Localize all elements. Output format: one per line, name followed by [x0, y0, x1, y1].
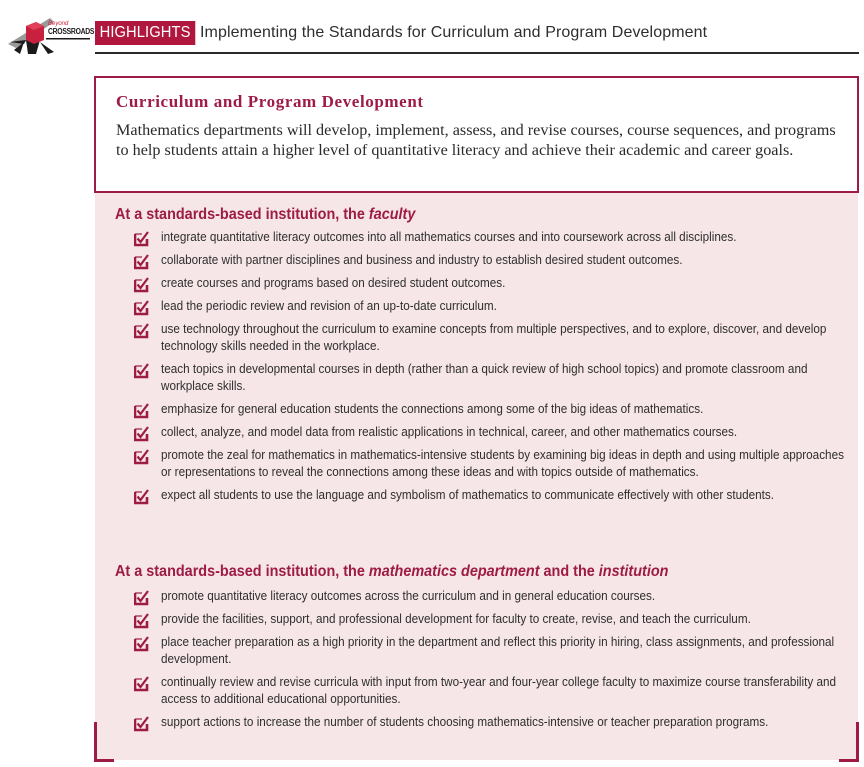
checked-box-icon	[134, 362, 151, 379]
checked-box-icon	[134, 253, 151, 270]
section-heading-faculty	[115, 205, 415, 225]
list-item	[134, 401, 844, 418]
checked-box-icon	[134, 675, 151, 692]
department-list	[134, 588, 844, 731]
checked-box-icon	[134, 635, 151, 652]
intro-text: Mathematics departments will develop, implement, assess, and revise courses, course sequences, and programs to help students attain a higher level of quantitative literacy and achieve their academic and career goals.	[116, 121, 836, 159]
list-item	[134, 487, 844, 504]
list-item	[134, 298, 844, 315]
list-item-text: emphasize for general education students the connections among some of the big ideas of mathematics.	[161, 402, 704, 416]
checked-box-icon	[134, 715, 151, 732]
checked-box-icon	[134, 589, 151, 606]
checked-box-icon	[134, 612, 151, 629]
list-item	[134, 674, 844, 708]
list-item	[134, 634, 844, 668]
corner-bracket-left	[94, 722, 114, 762]
list-item-text: teach topics in developmental courses in depth (rather than a quick review of high school topics) and promote classroom and workplace skills.	[161, 362, 808, 393]
checked-box-icon	[134, 402, 151, 419]
intro-box	[94, 76, 859, 193]
list-item-text: continually review and revise curricula with input from two-year and four-year college faculty to maximize course transferability and access to additional educational opportunities.	[161, 675, 837, 706]
list-item-text: expect all students to use the language and symbolism of mathematics to communicate effectively with other students.	[161, 488, 775, 502]
heading-mid: and the	[539, 563, 599, 580]
checked-box-icon	[134, 425, 151, 442]
checked-box-icon	[134, 488, 151, 505]
heading-emphasis: mathematics department	[368, 563, 540, 580]
logo-small-text: Beyond	[48, 21, 69, 27]
header-divider	[95, 52, 859, 54]
list-item-text: use technology throughout the curriculum to examine concepts from multiple perspectives, and to explore, discover, and develop technology skills needed in the workplace.	[161, 322, 827, 353]
list-item-text: promote the zeal for mathematics in mathematics-intensive students by examining big ideas in depth and using multiple approaches or representations to reveal the connections among these ideas and with topics outside of mathematics.	[161, 448, 844, 479]
checked-box-icon	[134, 276, 151, 293]
checked-box-icon	[134, 448, 151, 465]
page-title: Implementing the Standards for Curriculum and Program Development	[200, 24, 708, 41]
highlights-badge: HIGHLIGHTS	[95, 21, 195, 45]
list-item	[134, 275, 844, 292]
list-item	[134, 321, 844, 355]
list-item	[134, 714, 844, 731]
list-item-text: promote quantitative literacy outcomes across the curriculum and in general education courses.	[161, 589, 656, 603]
crossroads-logo-icon	[6, 14, 95, 56]
list-item-text: provide the facilities, support, and professional development for faculty to create, revise, and teach the curriculum.	[161, 612, 751, 626]
list-item-text: collect, analyze, and model data from realistic applications in technical, career, and other mathematics courses.	[161, 425, 738, 439]
list-item-text: lead the periodic review and revision of an up-to-date curriculum.	[161, 299, 497, 313]
section-heading-department	[115, 562, 668, 582]
list-item	[134, 252, 844, 269]
list-item-text: place teacher preparation as a high priority in the department and reflect this priority in hiring, class assignments, and professional development.	[161, 635, 835, 666]
list-item-text: create courses and programs based on desired student outcomes.	[161, 276, 506, 290]
list-item	[134, 447, 844, 481]
checked-box-icon	[134, 299, 151, 316]
checked-box-icon	[134, 322, 151, 339]
list-item-text: integrate quantitative literacy outcomes into all mathematics courses and into coursework across all disciplines.	[161, 230, 737, 244]
list-item-text: collaborate with partner disciplines and business and industry to establish desired student outcomes.	[161, 253, 683, 267]
list-item	[134, 611, 844, 628]
list-item	[134, 361, 844, 395]
faculty-list	[134, 229, 844, 504]
list-item	[134, 424, 844, 441]
heading-emphasis-2: institution	[598, 563, 669, 580]
heading-prefix: At a standards-based institution, the	[115, 206, 369, 223]
list-item	[134, 229, 844, 246]
checked-box-icon	[134, 230, 151, 247]
list-item-text: support actions to increase the number of students choosing mathematics-intensive or teacher preparation programs.	[161, 715, 769, 729]
heading-prefix: At a standards-based institution, the	[115, 563, 369, 580]
intro-title: Curriculum and Program Development	[116, 92, 424, 111]
list-item	[134, 588, 844, 605]
logo-main-text: CROSSROADS	[48, 27, 95, 36]
heading-emphasis: faculty	[368, 206, 416, 223]
